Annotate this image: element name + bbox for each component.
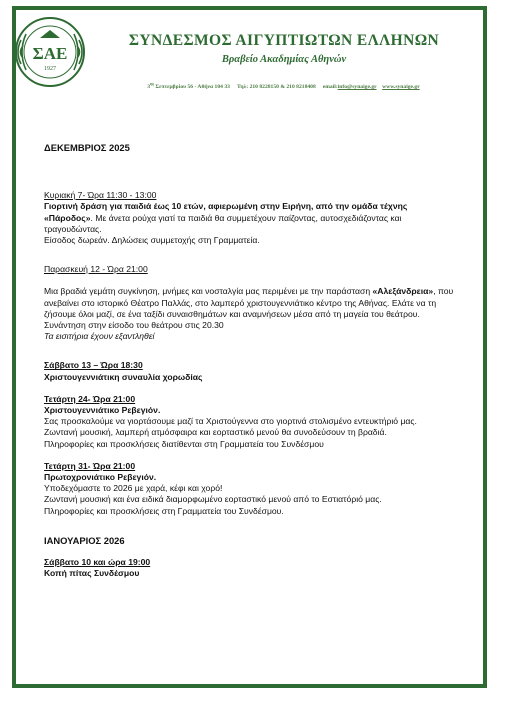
website-link[interactable]: www.synaige.gr	[382, 83, 420, 90]
logo-text: ΣΑΕ	[32, 44, 68, 63]
dec-event1-body	[44, 201, 454, 235]
association-logo	[14, 16, 86, 88]
dec-event1-desc: . Με άνετα ρούχα γιατί τα παιδιά θα συμμετέχουν παίζοντας, αυτοσχεδιάζοντας και τραγουδώντας.	[44, 212, 402, 234]
dec-event2-note: Τα εισιτήρια έχουν εξαντληθεί	[44, 331, 155, 342]
december-heading: ΔΕΚΕΜΒΡΙΟΣ 2025	[44, 142, 130, 153]
phone-text: Τηλ: 210 8228150 & 210 8218408	[236, 83, 316, 90]
dec-event4-date: Τετάρτη 24- Ώρα 21:00	[44, 393, 136, 404]
dec-event1-group: «Πάροδος»	[44, 212, 91, 223]
address-number: 3	[147, 83, 151, 90]
dec-event3-title: Χριστουγεννιάτικη συναυλία χορωδίας	[44, 371, 203, 382]
dec-event2-desc-b: , που ανεβαίνει στο ιστορικό Θέατρο Παλλάς, στο λαμπερό χριστουγεννιάτικο κέντρο της Αθήνας. Ελάτε να τη ζήσουμε όλοι μαζί, σε ένα ταξίδι συναισθημάτων και αναμνήσεων μέσα από τη μαγεία του θεάτρου. Συνάντηση στην είσοδο του θεάτρου στις 20.30	[44, 286, 454, 331]
dec-event2-body	[44, 286, 454, 331]
dec-event1-title: Γιορτινή δράση για παιδιά έως 10 ετών, αφιερωμένη στην Ειρήνη, από την ομάδα τέχνης	[44, 201, 408, 212]
dec-event2-desc-a: Μια βραδιά γεμάτη συγκίνηση, μνήμες και νοσταλγία μας περιμένει με την παράσταση	[44, 286, 371, 297]
dec-event5-date: Τετάρτη 31- Ώρα 21:00	[44, 460, 136, 471]
dec-event4-line3: Πληροφορίες και προσκλήσεις διατίθενται στη Γραμματεία του Συνδέσμου	[44, 438, 324, 449]
jan-event1-date: Σάββατο 10 και ώρα 19:00	[44, 557, 151, 568]
dec-event4-line2: Ζωντανή μουσική, λαμπερή ατμόσφαιρα και εορταστικό μενού θα συνοδεύσουν τη βραδιά.	[44, 427, 387, 438]
jan-event1-title: Κοπή πίτας Συνδέσμου	[44, 568, 140, 579]
dec-event2-title: «Αλεξάνδρεια»	[372, 286, 434, 297]
dec-event5-line2: Ζωντανή μουσική και ένα ειδικά διαμορφωμένο εορταστικό μενού από το Εστιατόριό μας.	[44, 494, 382, 505]
dec-event1-date: Κυριακή 7- Ώρα 11:30 - 13:00	[44, 190, 157, 201]
dec-event2-date: Παρασκευή 12 - Ώρα 21:00	[44, 264, 148, 275]
org-name: ΣΥΝΔΕΣΜΟΣ ΑΙΓΥΠΤΙΩΤΩΝ ΕΛΛΗΝΩΝ	[128, 32, 440, 49]
dec-event1-note: Είσοδος δωρεάν. Δηλώσεις συμμετοχής στη Γραμματεία.	[44, 235, 260, 246]
events-content	[44, 142, 454, 579]
address-superscript: ης	[150, 81, 155, 86]
dec-event5-line1: Υποδεχόμαστε το 2026 με χαρά, κέφι και χορό!	[44, 483, 223, 494]
dec-event4-line1: Σας προσκαλούμε να γιορτάσουμε μαζί τα Χριστούγεννα στο γιορτινά στολισμένο εντευκτήριό μας.	[44, 416, 417, 427]
email-label: email:	[322, 83, 338, 90]
dec-event5-title: Πρωτοχρονιάτικο Ρεβεγιόν.	[44, 472, 157, 483]
org-subtitle: Βραβείο Ακαδημίας Αθηνών	[221, 54, 347, 65]
dec-event3-date: Σάββατο 13 – Ώρα 18:30	[44, 360, 143, 371]
email-link[interactable]: info@synaige.gr	[337, 83, 377, 90]
contact-line	[96, 81, 471, 90]
dec-event4-title: Χριστουγεννιάτικο Ρεβεγιόν.	[44, 405, 161, 416]
logo-year: 1927	[44, 66, 56, 72]
january-heading: ΙΑΝΟΥΑΡΙΟΣ 2026	[44, 534, 125, 546]
address-text: Σεπτεμβρίου 56 - Αθήνα 104 33	[154, 83, 230, 90]
dec-event5-line3: Πληροφορίες και προσκλήσεις στη Γραμματεία του Συνδέσμου.	[44, 505, 284, 516]
